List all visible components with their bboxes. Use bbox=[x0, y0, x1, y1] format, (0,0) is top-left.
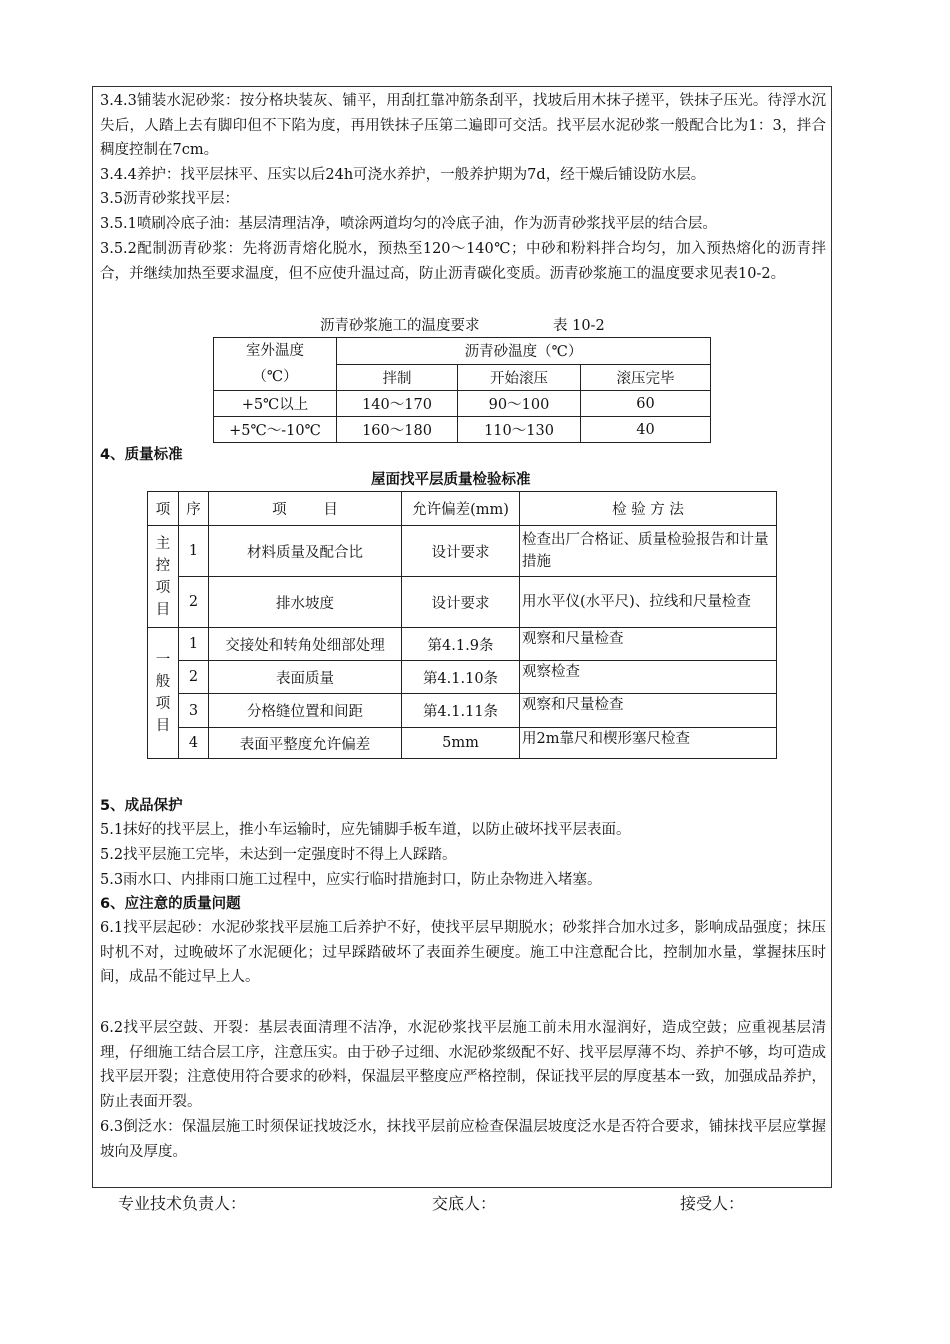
table-row bbox=[148, 526, 777, 577]
table-cell: 60 bbox=[581, 391, 711, 417]
table-cell: 110～130 bbox=[458, 417, 581, 443]
section-5-heading: 5、成品保护 bbox=[100, 798, 183, 814]
tech-lead-signature-label: 专业技术负责人： bbox=[118, 1194, 247, 1213]
temperature-table bbox=[213, 337, 711, 443]
table-cell: 160～180 bbox=[337, 417, 458, 443]
table-cell: 第4.1.9条 bbox=[402, 628, 520, 661]
table-cell: +5℃以上 bbox=[214, 391, 337, 417]
table-row bbox=[148, 694, 777, 728]
discloser-signature-label: 交底人： bbox=[432, 1194, 497, 1213]
item-header: 项 bbox=[148, 492, 179, 526]
table-cell: 观察和尺量检查 bbox=[520, 694, 777, 728]
main-items-label: 主 控 项 目 bbox=[148, 526, 179, 628]
para-6-2: 6.2找平层空鼓、开裂：基层表面清理不洁净，水泥砂浆找平层施工前未用水湿润好，造成空鼓；应重视基层清理，仔细施工结合层工序，注意压实。由于砂子过细、水泥砂浆级配不好、找平层厚薄不均、养护不够，均可造成找平层开裂；注意使用符合要求的砂料，保温层平整度应严格控制，保证找平层的厚度基本一致，加强成品养护，防止表面开裂。 bbox=[100, 1020, 826, 1110]
table-cell: 140～170 bbox=[337, 391, 458, 417]
para-5-3: 5.3雨水口、内排雨口施工过程中，应实行临时措施封口，防止杂物进入堵塞。 bbox=[100, 872, 602, 888]
section-4-heading: 4、质量标准 bbox=[100, 447, 183, 463]
table-row bbox=[148, 661, 777, 694]
table-cell: 40 bbox=[581, 417, 711, 443]
table-cell: 用2m靠尺和楔形塞尺检查 bbox=[520, 728, 777, 759]
asphalt-temp-header: 沥青砂温度（℃） bbox=[337, 338, 711, 365]
receiver-signature-label: 接受人： bbox=[680, 1194, 745, 1213]
table-row bbox=[148, 577, 777, 628]
outdoor-temp-unit: （℃） bbox=[252, 369, 298, 385]
table-cell: 1 bbox=[179, 628, 209, 661]
table-cell: 设计要求 bbox=[402, 526, 520, 577]
table-cell: 2 bbox=[179, 661, 209, 694]
table-cell: 第4.1.11条 bbox=[402, 694, 520, 728]
deviation-header: 允许偏差(mm) bbox=[402, 492, 520, 526]
general-items-label: 一 般 项 目 bbox=[148, 628, 179, 759]
seq-header: 序 bbox=[179, 492, 209, 526]
table-cell: 表面质量 bbox=[209, 661, 402, 694]
outdoor-temp-header bbox=[214, 338, 337, 391]
table-row bbox=[148, 628, 777, 661]
table-cell: 观察检查 bbox=[520, 661, 777, 694]
temp-table-caption: 沥青砂浆施工的温度要求 bbox=[320, 318, 480, 334]
table-cell: 分格缝位置和间距 bbox=[209, 694, 402, 728]
table-cell: 4 bbox=[179, 728, 209, 759]
table-cell: 用水平仪(水平尺)、拉线和尺量检查 bbox=[520, 577, 777, 628]
para-3-4-4: 3.4.4养护：找平层抹平、压实以后24h可浇水养护，一般养护期为7d，经干燥后铺设防水层。 bbox=[100, 167, 706, 183]
start-roll-header: 开始滚压 bbox=[458, 364, 581, 391]
table-cell: +5℃～-10℃ bbox=[214, 417, 337, 443]
table-cell: 材料质量及配合比 bbox=[209, 526, 402, 577]
para-5-2: 5.2找平层施工完毕，未达到一定强度时不得上人踩踏。 bbox=[100, 847, 457, 863]
method-header: 检 验 方 法 bbox=[520, 492, 777, 526]
table-row bbox=[148, 728, 777, 759]
quality-table-title: 屋面找平层质量检验标准 bbox=[371, 472, 531, 488]
para-6-3: 6.3倒泛水：保温层施工时须保证找坡泛水，抹找平层前应检查保温层坡度泛水是否符合要求，铺抹找平层应掌握坡向及厚度。 bbox=[100, 1119, 826, 1160]
quality-standard-table bbox=[147, 491, 777, 759]
table-cell: 检查出厂合格证、质量检验报告和计量措施 bbox=[520, 526, 777, 577]
name-header: 项 目 bbox=[209, 492, 402, 526]
para-5-1: 5.1抹好的找平层上，推小车运输时，应先铺脚手板车道，以防止破坏找平层表面。 bbox=[100, 822, 631, 838]
para-3-4-3: 3.4.3铺装水泥砂浆：按分格块装灰、铺平，用刮扛靠冲筋条刮平，找坡后用木抹子搓平，铁抹子压光。待浮水沉失后，人踏上去有脚印但不下陷为度，再用铁抹子压第二遍即可交活。找平层水泥砂浆一般配合比为1：3，拌合稠度控制在7cm。 bbox=[100, 93, 826, 158]
temp-table-number: 表 10-2 bbox=[553, 318, 605, 334]
para-3-5-1: 3.5.1喷刷冷底子油：基层清理洁净，喷涂两道均匀的冷底子油，作为沥青砂浆找平层的结合层。 bbox=[100, 216, 717, 232]
table-row bbox=[214, 391, 711, 417]
table-cell: 1 bbox=[179, 526, 209, 577]
table-cell: 3 bbox=[179, 694, 209, 728]
table-cell: 排水坡度 bbox=[209, 577, 402, 628]
para-6-1: 6.1找平层起砂：水泥砂浆找平层施工后养护不好，使找平层早期脱水；砂浆拌合加水过多，影响成品强度；抹压时机不对，过晚破坏了水泥硬化；过早踩踏破坏了表面养生硬度。施工中注意配合比，控制加水量，掌握抹压时间，成品不能过早上人。 bbox=[100, 920, 826, 985]
table-cell: 观察和尺量检查 bbox=[520, 628, 777, 661]
para-3-5-2: 3.5.2配制沥青砂浆：先将沥青熔化脱水，预热至120～140℃；中砂和粉料拌合均匀，加入预热熔化的沥青拌合，并继续加热至要求温度，但不应使升温过高，防止沥青碳化变质。沥青砂浆施工的温度要求见表10-2。 bbox=[100, 241, 826, 282]
para-3-5: 3.5沥青砂浆找平层： bbox=[100, 191, 240, 207]
table-cell: 90～100 bbox=[458, 391, 581, 417]
table-cell: 2 bbox=[179, 577, 209, 628]
table-cell: 设计要求 bbox=[402, 577, 520, 628]
table-row bbox=[214, 417, 711, 443]
mix-header: 拌制 bbox=[337, 364, 458, 391]
table-cell: 表面平整度允许偏差 bbox=[209, 728, 402, 759]
table-cell: 交接处和转角处细部处理 bbox=[209, 628, 402, 661]
table-cell: 5mm bbox=[402, 728, 520, 759]
outdoor-temp-label: 室外温度 bbox=[246, 343, 304, 359]
section-6-heading: 6、应注意的质量问题 bbox=[100, 896, 241, 912]
table-cell: 第4.1.10条 bbox=[402, 661, 520, 694]
end-roll-header: 滚压完毕 bbox=[581, 364, 711, 391]
